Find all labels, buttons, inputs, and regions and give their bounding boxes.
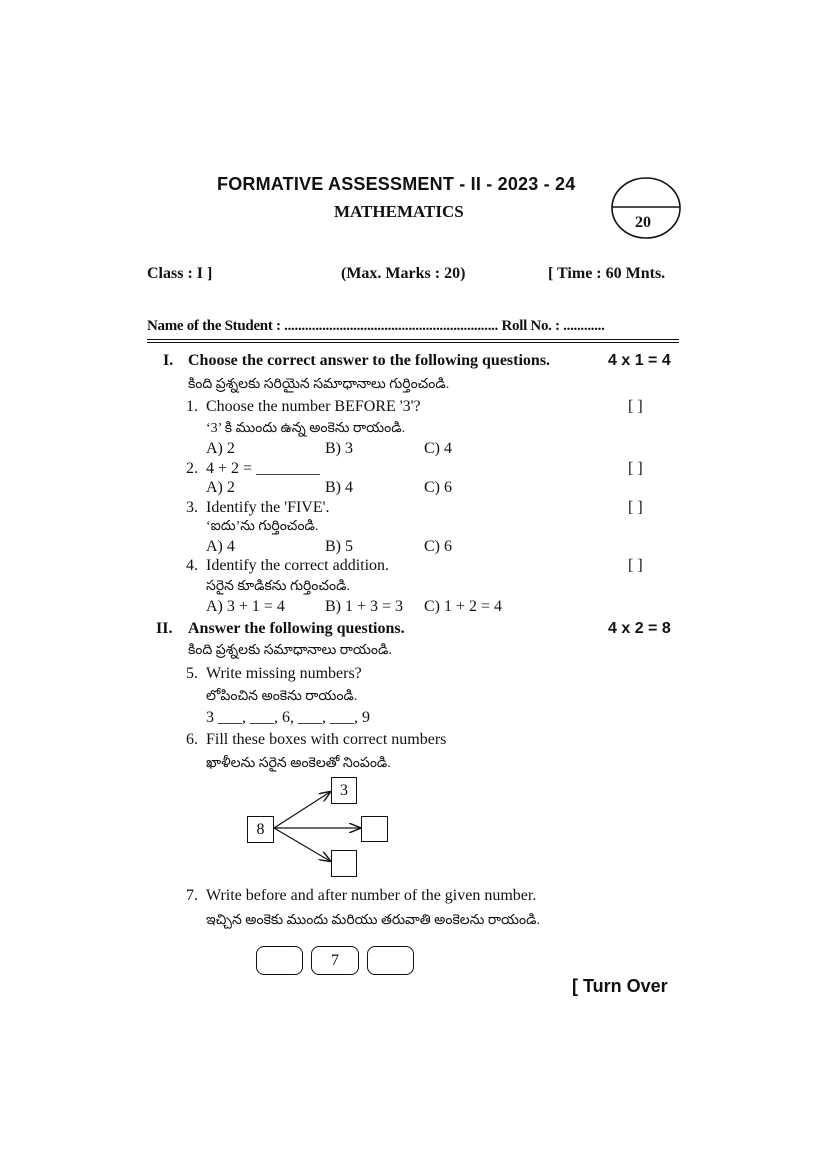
q4-option-c: C) 1 + 2 = 4 bbox=[424, 598, 503, 615]
q5-sequence[interactable]: 3 ___, ___, 6, ___, ___, 9 bbox=[206, 709, 370, 726]
subject-title: MATHEMATICS bbox=[334, 202, 464, 221]
q3-option-a: A) 4 bbox=[206, 538, 235, 555]
q1-number: 1. bbox=[186, 398, 198, 415]
q1-text: Choose the number BEFORE '3'? bbox=[206, 398, 421, 415]
section1-number: I. bbox=[163, 352, 174, 369]
q7-number: 7. bbox=[186, 887, 198, 904]
q4-text: Identify the correct addition. bbox=[206, 557, 390, 574]
q3-text: Identify the 'FIVE'. bbox=[206, 499, 330, 516]
q5-telugu: లోపించిన అంకెను రాయండి. bbox=[206, 689, 358, 704]
q6-bottom-box[interactable] bbox=[331, 850, 357, 877]
q7-text: Write before and after number of the given number. bbox=[206, 887, 537, 904]
q3-telugu: ‘ఐదు’ను గుర్తించండి. bbox=[206, 519, 319, 534]
q1-option-a: A) 2 bbox=[206, 440, 235, 457]
q7-given-box: 7 bbox=[311, 946, 359, 975]
q6-top-box: 3 bbox=[331, 777, 357, 804]
total-marks: 20 bbox=[635, 214, 651, 231]
q2-text: 4 + 2 = ________ bbox=[206, 460, 321, 477]
header-rule-2 bbox=[147, 342, 679, 343]
q4-number: 4. bbox=[186, 557, 198, 574]
section2-number: II. bbox=[156, 620, 173, 637]
q3-option-c: C) 6 bbox=[424, 538, 452, 555]
q5-number: 5. bbox=[186, 665, 198, 682]
q7-telugu: ఇచ్చిన అంకెకు ముందు మరియు తరువాతి అంకెలను రాయండి. bbox=[206, 913, 540, 928]
section1-marks: 4 x 1 = 4 bbox=[608, 352, 671, 369]
q2-option-c: C) 6 bbox=[424, 479, 452, 496]
q1-option-b: B) 3 bbox=[325, 440, 353, 457]
student-name-line: Name of the Student : .............................................................. Roll No. : ............ bbox=[147, 318, 605, 334]
section2-telugu: కింది ప్రశ్నలకు సమాధానాలు రాయండి. bbox=[188, 643, 392, 658]
q1-answer-bracket[interactable]: [ ] bbox=[628, 398, 643, 415]
q7-before-box[interactable] bbox=[256, 946, 303, 975]
section1-telugu: కింది ప్రశ్నలకు సరియైన సమాధానాలు గుర్తించండి. bbox=[188, 377, 450, 392]
q5-text: Write missing numbers? bbox=[206, 665, 362, 682]
q6-number: 6. bbox=[186, 731, 198, 748]
q1-telugu: ‘3’ కి ముందు ఉన్న అంకెను రాయండి. bbox=[206, 421, 406, 436]
turn-over-note: [ Turn Over bbox=[572, 976, 668, 996]
q2-option-a: A) 2 bbox=[206, 479, 235, 496]
q2-option-b: B) 4 bbox=[325, 479, 353, 496]
q6-text: Fill these boxes with correct numbers bbox=[206, 731, 447, 748]
section1-heading: Choose the correct answer to the following questions. bbox=[188, 352, 551, 369]
q3-option-b: B) 5 bbox=[325, 538, 353, 555]
q1-option-c: C) 4 bbox=[424, 440, 452, 457]
header-rule bbox=[147, 339, 679, 340]
q6-telugu: ఖాళీలను సరైన అంకెలతో నింపండి. bbox=[206, 756, 391, 771]
time-limit: [ Time : 60 Mnts. bbox=[548, 265, 666, 282]
q6-middle-box[interactable] bbox=[361, 816, 388, 842]
q3-answer-bracket[interactable]: [ ] bbox=[628, 499, 643, 516]
q4-answer-bracket[interactable]: [ ] bbox=[628, 557, 643, 574]
q2-number: 2. bbox=[186, 460, 198, 477]
section2-marks: 4 x 2 = 8 bbox=[608, 620, 671, 637]
q2-answer-bracket[interactable]: [ ] bbox=[628, 460, 643, 477]
q3-number: 3. bbox=[186, 499, 198, 516]
section2-heading: Answer the following questions. bbox=[188, 620, 405, 637]
q6-source-box: 8 bbox=[247, 816, 274, 843]
q4-option-b: B) 1 + 3 = 3 bbox=[325, 598, 404, 615]
page-title: FORMATIVE ASSESSMENT - II - 2023 - 24 bbox=[217, 174, 576, 194]
max-marks: (Max. Marks : 20) bbox=[341, 265, 466, 282]
q7-after-box[interactable] bbox=[367, 946, 414, 975]
q4-option-a: A) 3 + 1 = 4 bbox=[206, 598, 285, 615]
q4-telugu: సరైన కూడికను గుర్తించండి. bbox=[206, 579, 350, 594]
class-label: Class : I ] bbox=[147, 265, 213, 282]
